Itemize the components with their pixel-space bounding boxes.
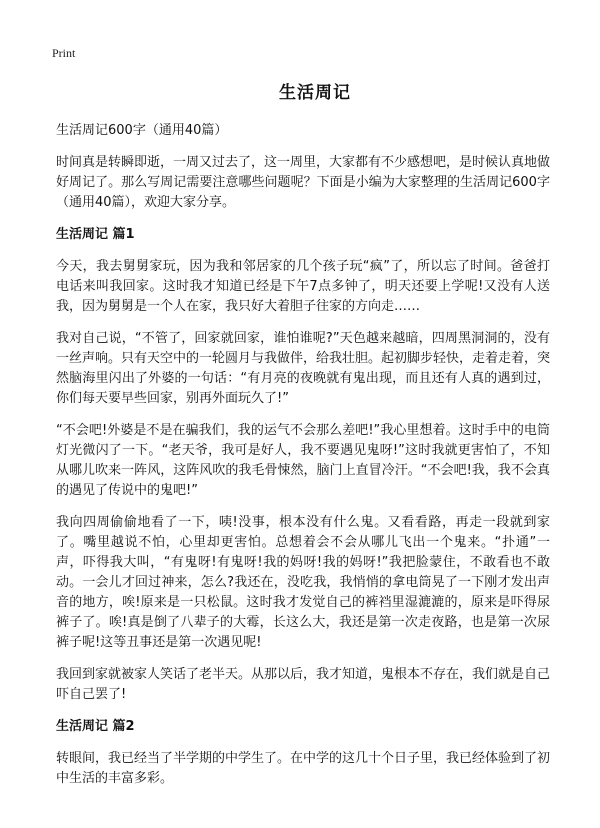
- section-heading-1: 生活周记 篇1: [56, 227, 135, 242]
- paragraph: 我向四周偷偷地看了一下，咦!没事，根本没有什么鬼。又看看路，再走一段就到家了。嘴里越说不怕，心里却更害怕。总想着会不会从哪儿飞出一个鬼来。“扑通”一声，吓得我大叫，“有鬼呀!有鬼呀!我的妈呀!我的妈呀!”我把脸蒙住，不敢看也不敢动。一会儿才回过神来，怎么?我还在，没吃我，我悄悄的拿电筒晃了一下刚才发出声音的地方，唉!原来是一只松鼠。这时我才发觉自己的裤裆里湿漉漉的，原来是吓得尿裤子了。唉!真是倒了八辈子的大霉，长这么大，我还是第一次走夜路，也是第一次尿裤子呢!这等丑事还是第一次遇见呢!: [56, 515, 550, 650]
- paragraph: 转眼间，我已经当了半学期的中学生了。在中学的这几十个日子里，我已经体验到了初中生活的丰富多彩。: [56, 751, 551, 786]
- paragraph: “不会吧!外婆是不是在骗我们，我的运气不会那么差吧!”我心里想着。这时手中的电筒灯光微闪了一下。“老天爷，我可是好人，我不要遇见鬼呀!”这时我就更害怕了，不知从哪儿吹来一阵风，这阵风吹的我毛骨悚然，脑门上直冒冷汗。“不会吧!我，我不会真的遇见了传说中的鬼吧!”: [56, 423, 550, 498]
- paragraph: 我对自己说，“不管了，回家就回家，谁怕谁呢?”天色越来越暗，四周黑洞洞的，没有一丝声响。只有天空中的一轮圆月与我做伴，给我壮胆。起初脚步轻快，走着走着，突然脑海里闪出了外婆的一句话：“有月亮的夜晚就有鬼出现，而且还有人真的遇到过，你们每天要早些回家，别再外面玩久了!”: [56, 331, 551, 406]
- document-subtitle: 生活周记600字（通用40篇）: [56, 123, 228, 138]
- paragraph: 我回到家就被家人笑话了老半天。从那以后，我才知道，鬼根本不存在，我们就是自己吓自己罢了!: [56, 667, 551, 702]
- page-title: 生活周记: [279, 83, 351, 103]
- intro-paragraph: 时间真是转瞬即逝，一周又过去了，这一周里，大家都有不少感想吧，是时候认真地做好周记了。那么写周记需要注意哪些问题呢？下面是小编为大家整理的生活周记600字（通用40篇），欢迎大家分享。: [56, 155, 551, 210]
- section-heading-2: 生活周记 篇2: [56, 719, 135, 734]
- print-link[interactable]: Print: [52, 46, 76, 60]
- document-page: [56, 78, 550, 801]
- paragraph: 今天，我去舅舅家玩，因为我和邻居家的几个孩子玩“疯”了，所以忘了时间。爸爸打电话来叫我回家。这时我才知道已经是下午7点多钟了，明天还要上学呢!又没有人送我，因为舅舅是一个人在家，我只好大着胆子往家的方向走……: [56, 259, 550, 314]
